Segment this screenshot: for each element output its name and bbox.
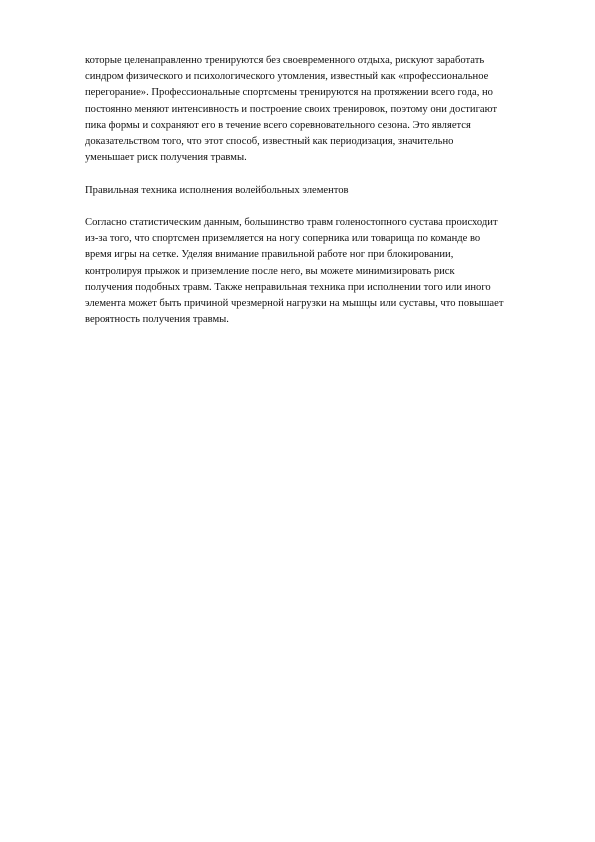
text-line: пика формы и сохраняют его в течение всего соревновательного сезона. Это является bbox=[85, 119, 471, 131]
text-line: элемента может быть причиной чрезмерной нагрузки на мышцы или суставы, что повышает bbox=[85, 298, 504, 310]
text-line: из-за того, что спортсмен приземляется на ногу соперника или товарища по команде во bbox=[85, 233, 481, 245]
text-line: контролируя прыжок и приземление после него, вы можете минимизировать риск bbox=[85, 265, 455, 277]
paragraph-technique bbox=[85, 215, 515, 328]
text-line: уменьшает риск получения травмы. bbox=[85, 152, 247, 164]
text-line: доказательством того, что этот способ, известный как периодизация, значительно bbox=[85, 136, 454, 148]
section-heading: Правильная техника исполнения волейбольных элементов bbox=[85, 184, 349, 196]
text-line: которые целенаправленно тренируются без своевременного отдыха, рискуют заработать bbox=[85, 55, 485, 66]
text-line: синдром физического и психологического утомления, известный как «профессиональное bbox=[85, 71, 489, 83]
paragraph-spacer bbox=[85, 199, 515, 215]
text-line: время игры на сетке. Уделяя внимание правильной работе ног при блокировании, bbox=[85, 249, 454, 261]
document-body bbox=[85, 53, 515, 328]
paragraph-spacer bbox=[85, 166, 515, 182]
text-line: постоянно меняют интенсивность и построение своих тренировок, поэтому они достигают bbox=[85, 103, 498, 115]
paragraph-periodization bbox=[85, 53, 515, 166]
text-line: перегорание». Профессиональные спортсмены тренируются на протяжении всего года, но bbox=[85, 87, 493, 99]
text-line: вероятность получения травмы. bbox=[85, 314, 229, 326]
text-line: Согласно статистическим данным, большинство травм голеностопного сустава происходит bbox=[85, 217, 498, 228]
text-line: получения подобных травм. Также неправильная техника при исполнении того или иного bbox=[85, 281, 491, 293]
